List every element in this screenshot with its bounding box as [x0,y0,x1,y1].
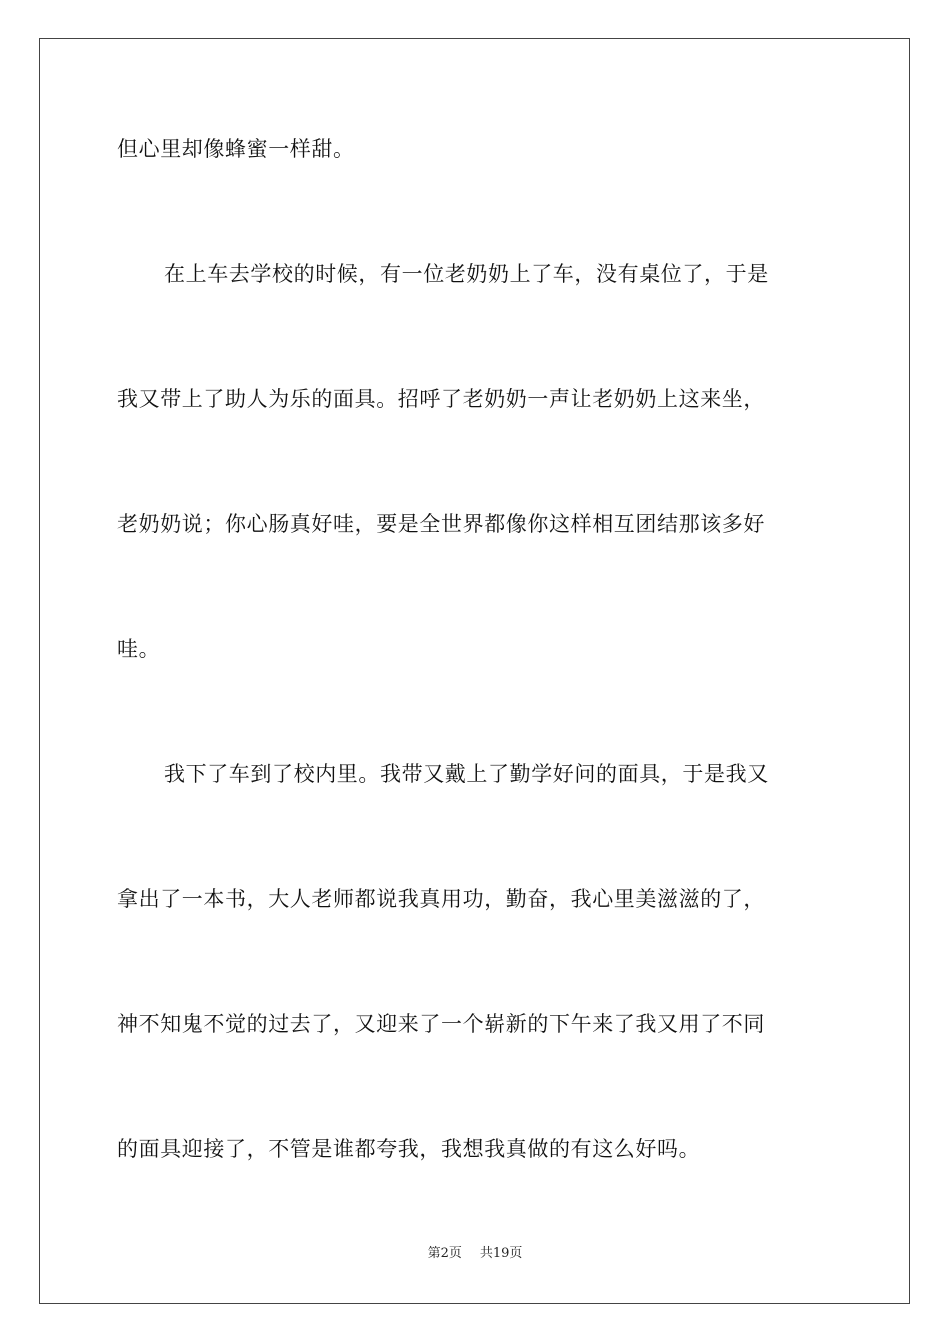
text-line-2: 在上车去学校的时候，有一位老奶奶上了车，没有桌位了，于是 [164,262,769,286]
text-line-6: 我下了车到了校内里。我带又戴上了勤学好问的面具，于是我又 [164,762,769,786]
page-number: 第2页 [427,1246,462,1261]
text-line-5: 哇。 [117,637,161,661]
text-line-4: 老奶奶说；你心肠真好哇，要是全世界都像你这样相互团结那该多好 [117,512,765,536]
page-footer [0,1246,950,1262]
text-line-3: 我又带上了助人为乐的面具。招呼了老奶奶一声让老奶奶上这来坐， [117,387,765,411]
text-line-9: 的面具迎接了，不管是谁都夸我，我想我真做的有这么好吗。 [117,1137,701,1161]
page-total: 共19页 [479,1246,523,1261]
text-line-1: 但心里却像蜂蜜一样甜。 [117,137,355,161]
text-line-7: 拿出了一本书，大人老师都说我真用功，勤奋，我心里美滋滋的了， [117,887,765,911]
text-line-8: 神不知鬼不觉的过去了，又迎来了一个崭新的下午来了我又用了不同 [117,1012,765,1036]
page-border [39,38,910,1304]
